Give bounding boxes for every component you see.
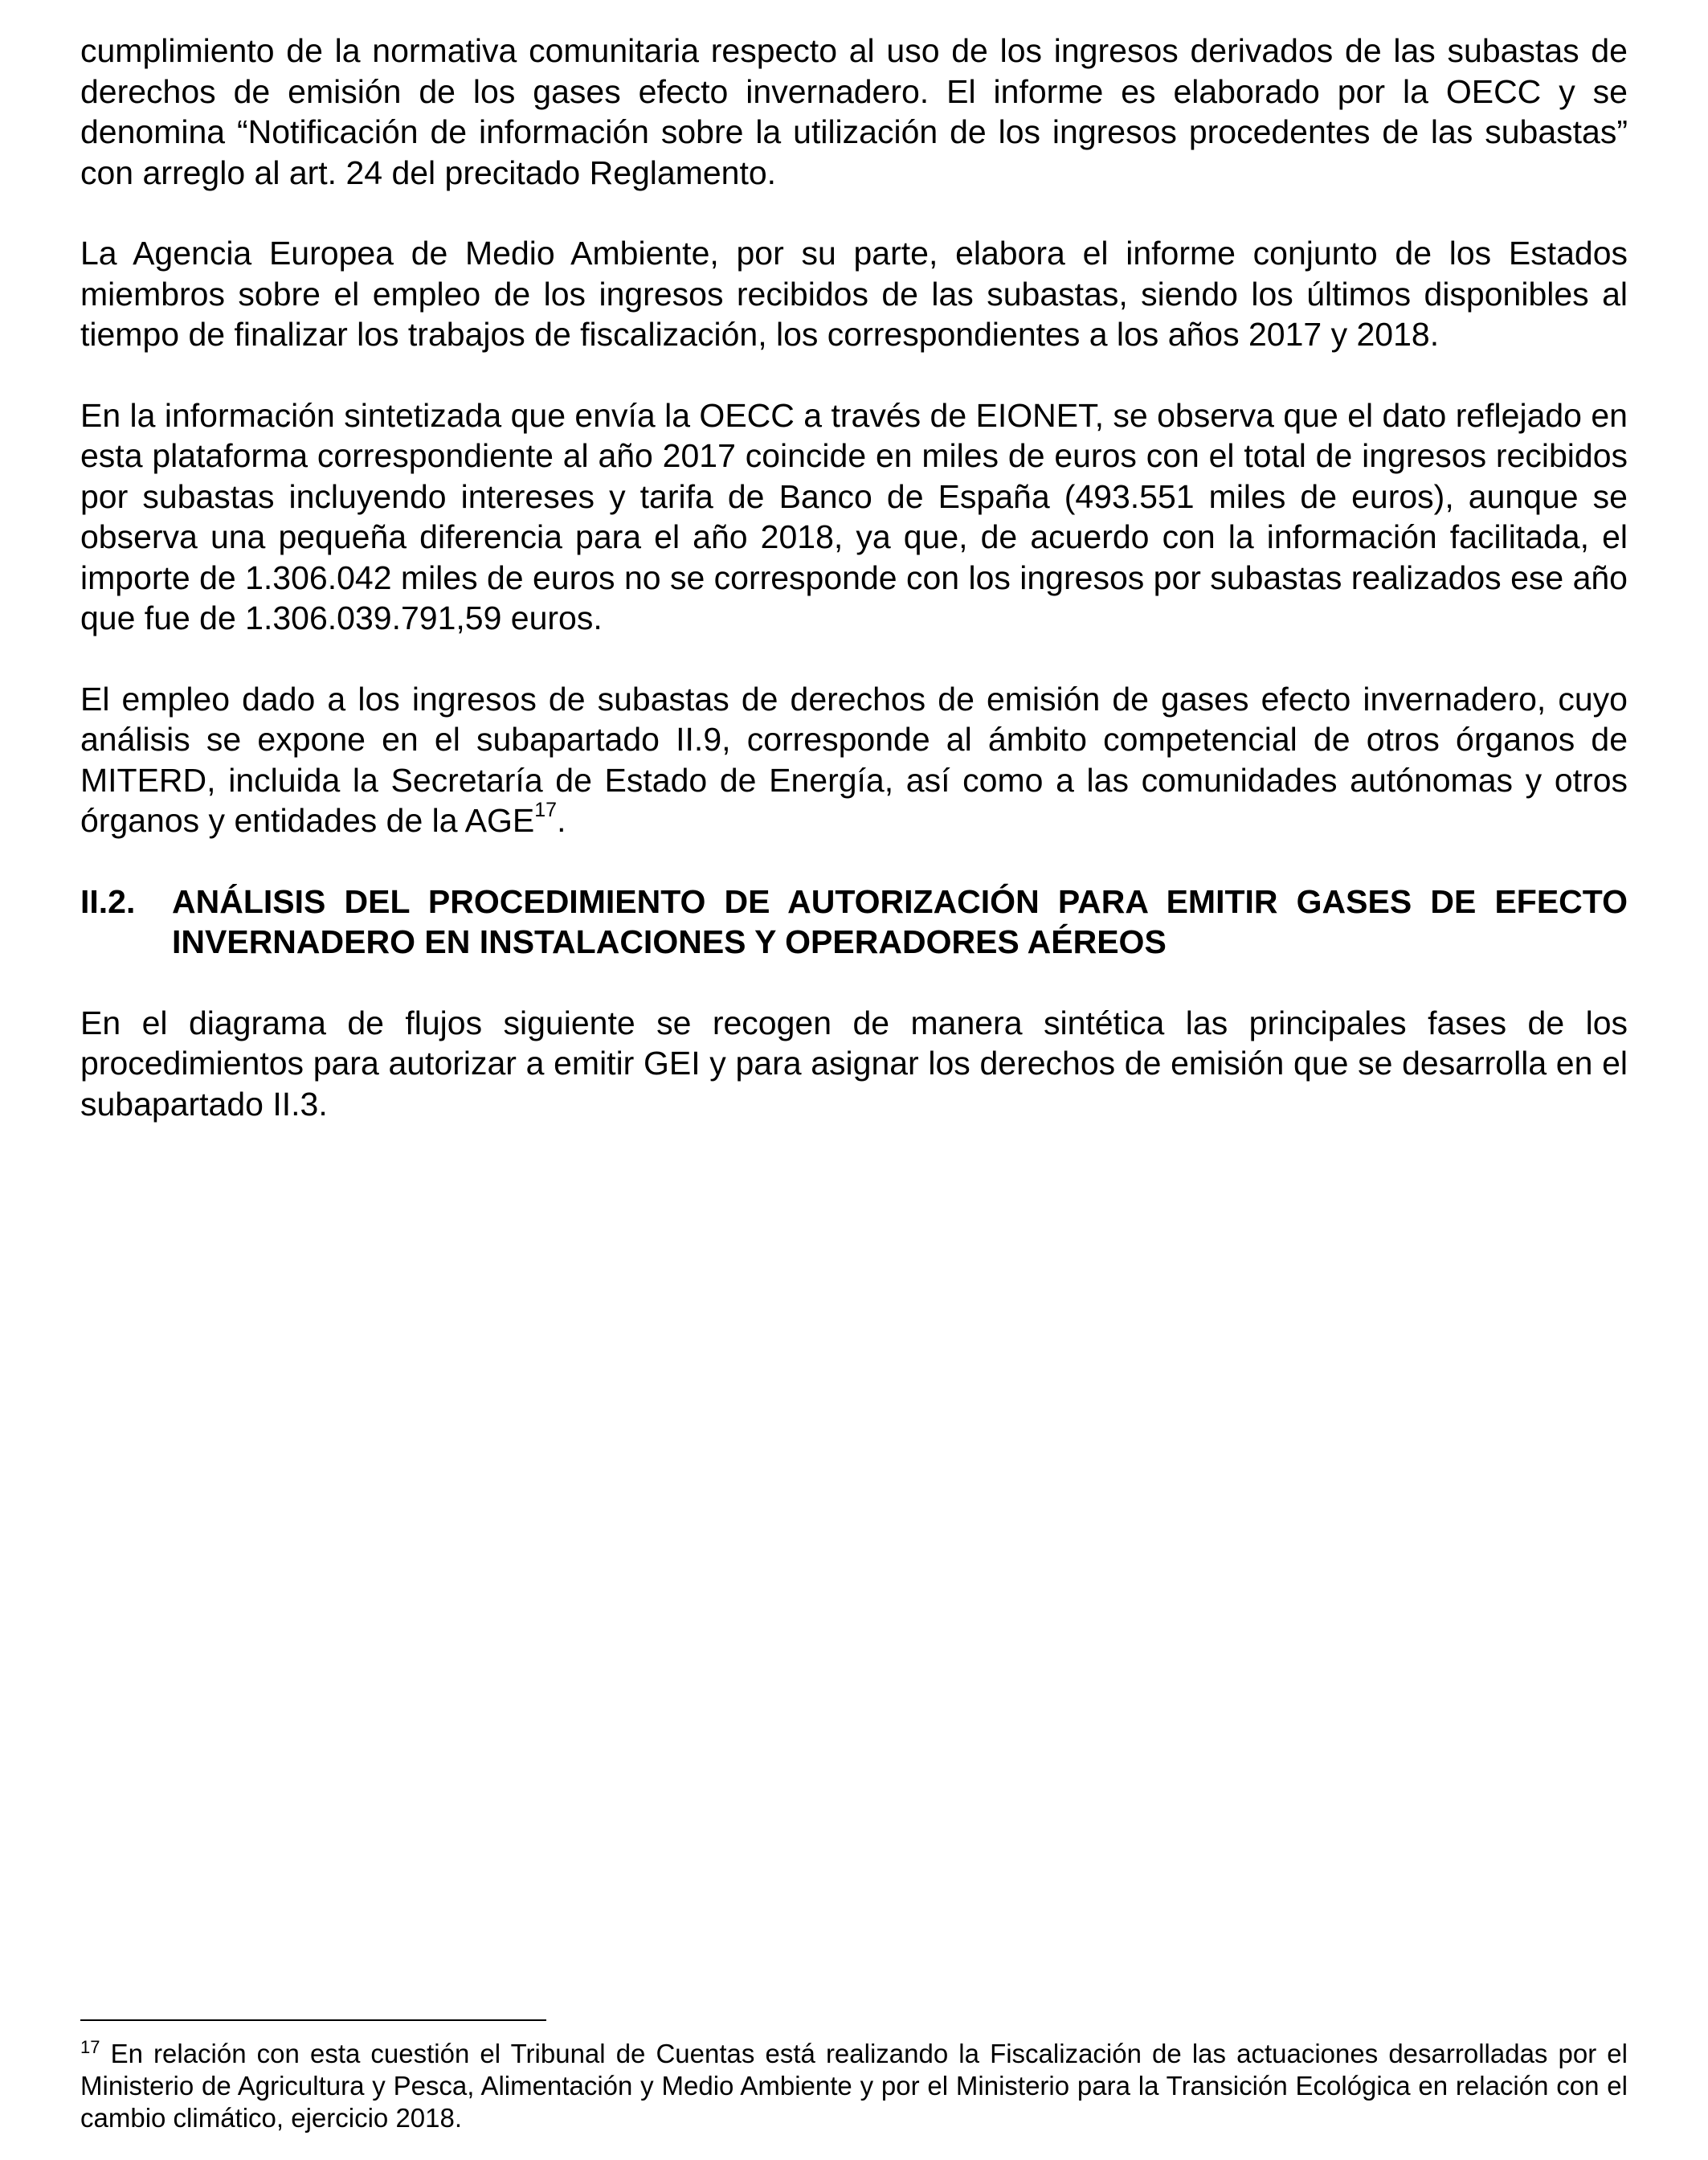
footnote-number: 17	[80, 2037, 100, 2057]
document-body	[80, 31, 1628, 1164]
paragraph-2: La Agencia Europea de Medio Ambiente, por su parte, elabora el informe conjunto de los Estados miembros sobre el empleo de los ingresos recibidos de las subastas, siendo los últimos disponibles al tiempo de finalizar los trabajos de fiscalización, los correspondientes a los años 2017 y 2018.	[80, 235, 1628, 353]
footnote-separator	[80, 2019, 546, 2021]
paragraph-5: En el diagrama de flujos siguiente se recogen de manera sintética las principales fases de los procedimientos para autorizar a emitir GEI y para asignar los derechos de emisión que se desarrolla en el subapartado II.3.	[80, 1004, 1628, 1123]
footnote-text: En relación con esta cuestión el Tribunal de Cuentas está realizando la Fiscalización de las actuaciones desarrolladas por el Ministerio de Agricultura y Pesca, Alimentación y Medio Ambiente y por el Ministerio para la Transición Ecológica en relación con el cambio climático, ejercicio 2018.	[80, 2039, 1628, 2133]
paragraph-1: cumplimiento de la normativa comunitaria respecto al uso de los ingresos derivados de las subastas de derechos de emisión de los gases efecto invernadero. El informe es elaborado por la OECC y se denomina “Notificación de información sobre la utilización de los ingresos procedentes de las subastas” con arreglo al art. 24 del precitado Reglamento.	[80, 32, 1628, 191]
paragraph-3: En la información sintetizada que envía la OECC a través de EIONET, se observa que el dato reflejado en esta plataforma correspondiente al año 2017 coincide en miles de euros con el total de ingresos recibidos por subastas incluyendo intereses y tarifa de Banco de España (493.551 miles de euros), aunque se observa una pequeña diferencia para el año 2018, ya que, de acuerdo con la información facilitada, el importe de 1.306.042 miles de euros no se corresponde con los ingresos por subastas realizados ese año que fue de 1.306.039.791,59 euros.	[80, 396, 1628, 636]
footnote-reference[interactable]: 17	[534, 799, 558, 822]
paragraph-4-text: El empleo dado a los ingresos de subastas de derechos de emisión de gases efecto invernadero, cuyo análisis se expone en el subapartado II.9, corresponde al ámbito competencial de otros órganos de MITERD, incluida la Secretaría de Estado de Energía, así como a las comunidades autónomas y otros órganos y entidades de la AGE	[80, 680, 1628, 839]
section-number: II.2.	[80, 882, 136, 920]
paragraph-4-trailing: .	[557, 802, 566, 839]
footnote	[80, 2038, 1628, 2134]
paragraph-4	[80, 679, 1628, 841]
section-title: ANÁLISIS DEL PROCEDIMIENTO DE AUTORIZACIÓN PARA EMITIR GASES DE EFECTO INVERNADERO EN INSTALACIONES Y OPERADORES AÉREOS	[172, 882, 1628, 960]
section-heading	[80, 882, 1628, 963]
